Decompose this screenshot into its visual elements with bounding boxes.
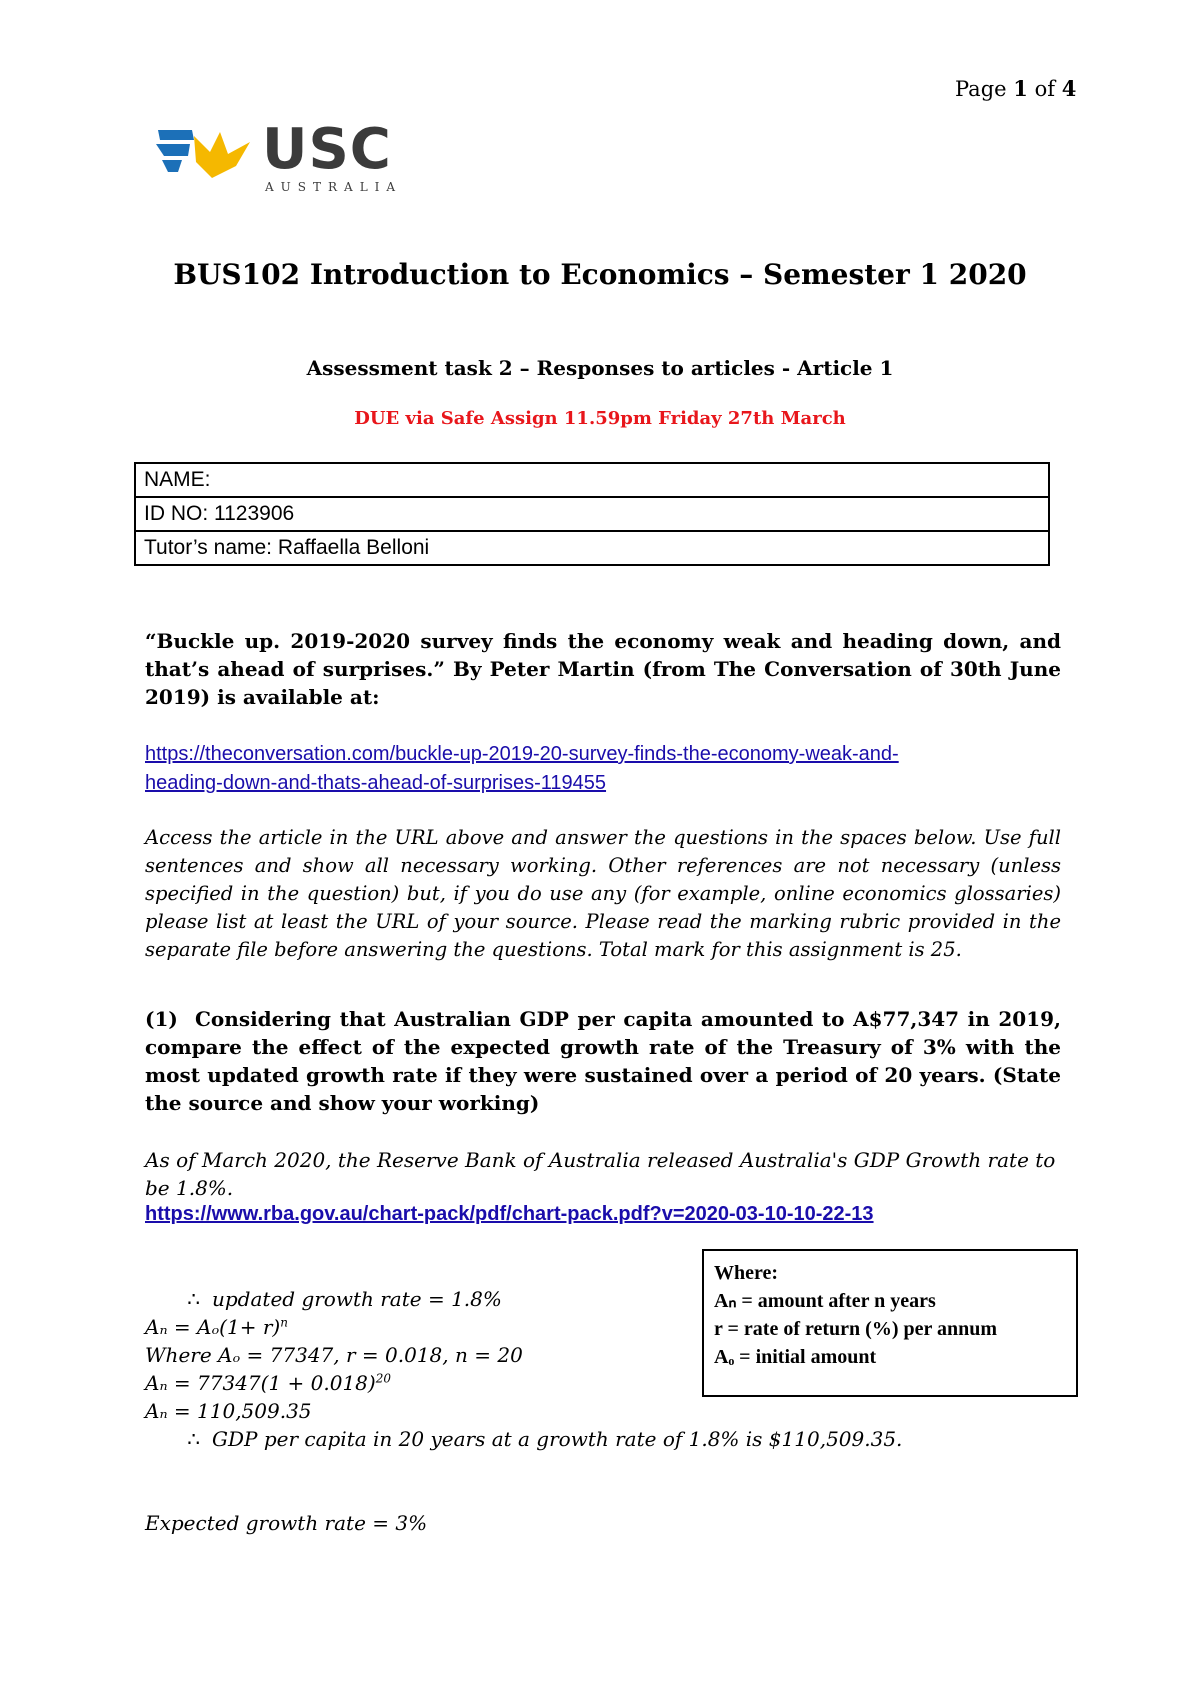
legend-title: Where: — [714, 1262, 779, 1284]
name-field: NAME: — [135, 463, 1049, 497]
question-number: (1) — [145, 1007, 178, 1031]
working-line: $A_n = 77347(1 + 0.018)^{20}$ — [145, 1371, 391, 1395]
formula-legend-box — [702, 1249, 1078, 1397]
article-reference: “Buckle up. 2019-2020 survey finds the economy weak and heading down, and that’s ahead of surprises.” By Peter Martin (from The Conversation of 30th June 2019) is available at: — [145, 629, 1061, 709]
rba-link[interactable] — [145, 1201, 874, 1226]
answer-intro: As of March 2020, the Reserve Bank of Australia released Australia's GDP Growth rate to be 1.8%. — [145, 1148, 1056, 1200]
instructions: Access the article in the URL above and answer the questions in the spaces below. Use full sentences and show all necessary working. Other references are not necessary (unless specified in the question) but, if you do use any (for example, online economics glossaries) please list at least the URL of your source. Please read the marking rubric provided in the separate file before answering the questions. Total mark for this assignment is 25. — [145, 826, 1061, 961]
document-title: BUS102 Introduction to Economics – Semester 1 2020 — [173, 258, 1027, 291]
working-conclusion: ∴ GDP per capita in 20 years at a growth rate of 1.8% is $110,509.35. — [145, 1427, 902, 1451]
page-number: Page 1 of 4 — [955, 76, 1077, 101]
working-line: Where Aₒ = 77347, r = 0.018, n = 20 — [145, 1343, 523, 1367]
legend-line: Aₒ = initial amount — [714, 1346, 877, 1368]
tutor-field: Tutor’s name: Raffaella Belloni — [135, 531, 1049, 565]
article-link-line-2[interactable]: heading-down-and-thats-ahead-of-surprises-119455 — [145, 772, 607, 794]
therefore-symbol: ∴ — [187, 1287, 200, 1311]
logo-subtitle: AUSTRALIA — [265, 180, 403, 194]
document-subtitle: Assessment task 2 – Responses to articles - Article 1 — [306, 356, 894, 380]
logo-wordmark: USC — [262, 117, 392, 182]
working-line: Expected growth rate = 3% — [145, 1511, 428, 1535]
therefore-symbol: ∴ — [187, 1427, 200, 1451]
rba-link-text[interactable]: https://www.rba.gov.au/chart-pack/pdf/chart-pack.pdf?v=2020-03-10-10-22-13 — [145, 1203, 874, 1225]
question-1 — [145, 1005, 1061, 1117]
article-link[interactable] — [145, 739, 1061, 797]
due-date: DUE via Safe Assign 11.59pm Friday 27th March — [354, 408, 846, 429]
id-field: ID NO: 1123906 — [135, 497, 1049, 531]
student-info-table — [134, 462, 1050, 566]
article-link-line-1[interactable]: https://theconversation.com/buckle-up-2019-20-survey-finds-the-economy-weak-and- — [145, 743, 899, 765]
legend-line: Aₙ = amount after n years — [714, 1290, 936, 1312]
question-text: Considering that Australian GDP per capita amounted to A$77,347 in 2019, compare the effect of the expected growth rate of the Treasury of 3% with the most updated growth rate if they were sustained over a period of 20 years. (State the source and show your working) — [145, 1007, 1061, 1115]
working-line: $A_n = A_o(1+ r)^n$ — [145, 1315, 288, 1339]
legend-line: r = rate of return (%) per annum — [714, 1318, 998, 1340]
working-line: ∴ updated growth rate = 1.8% — [145, 1287, 502, 1311]
working-line: Aₙ = 110,509.35 — [145, 1399, 312, 1423]
